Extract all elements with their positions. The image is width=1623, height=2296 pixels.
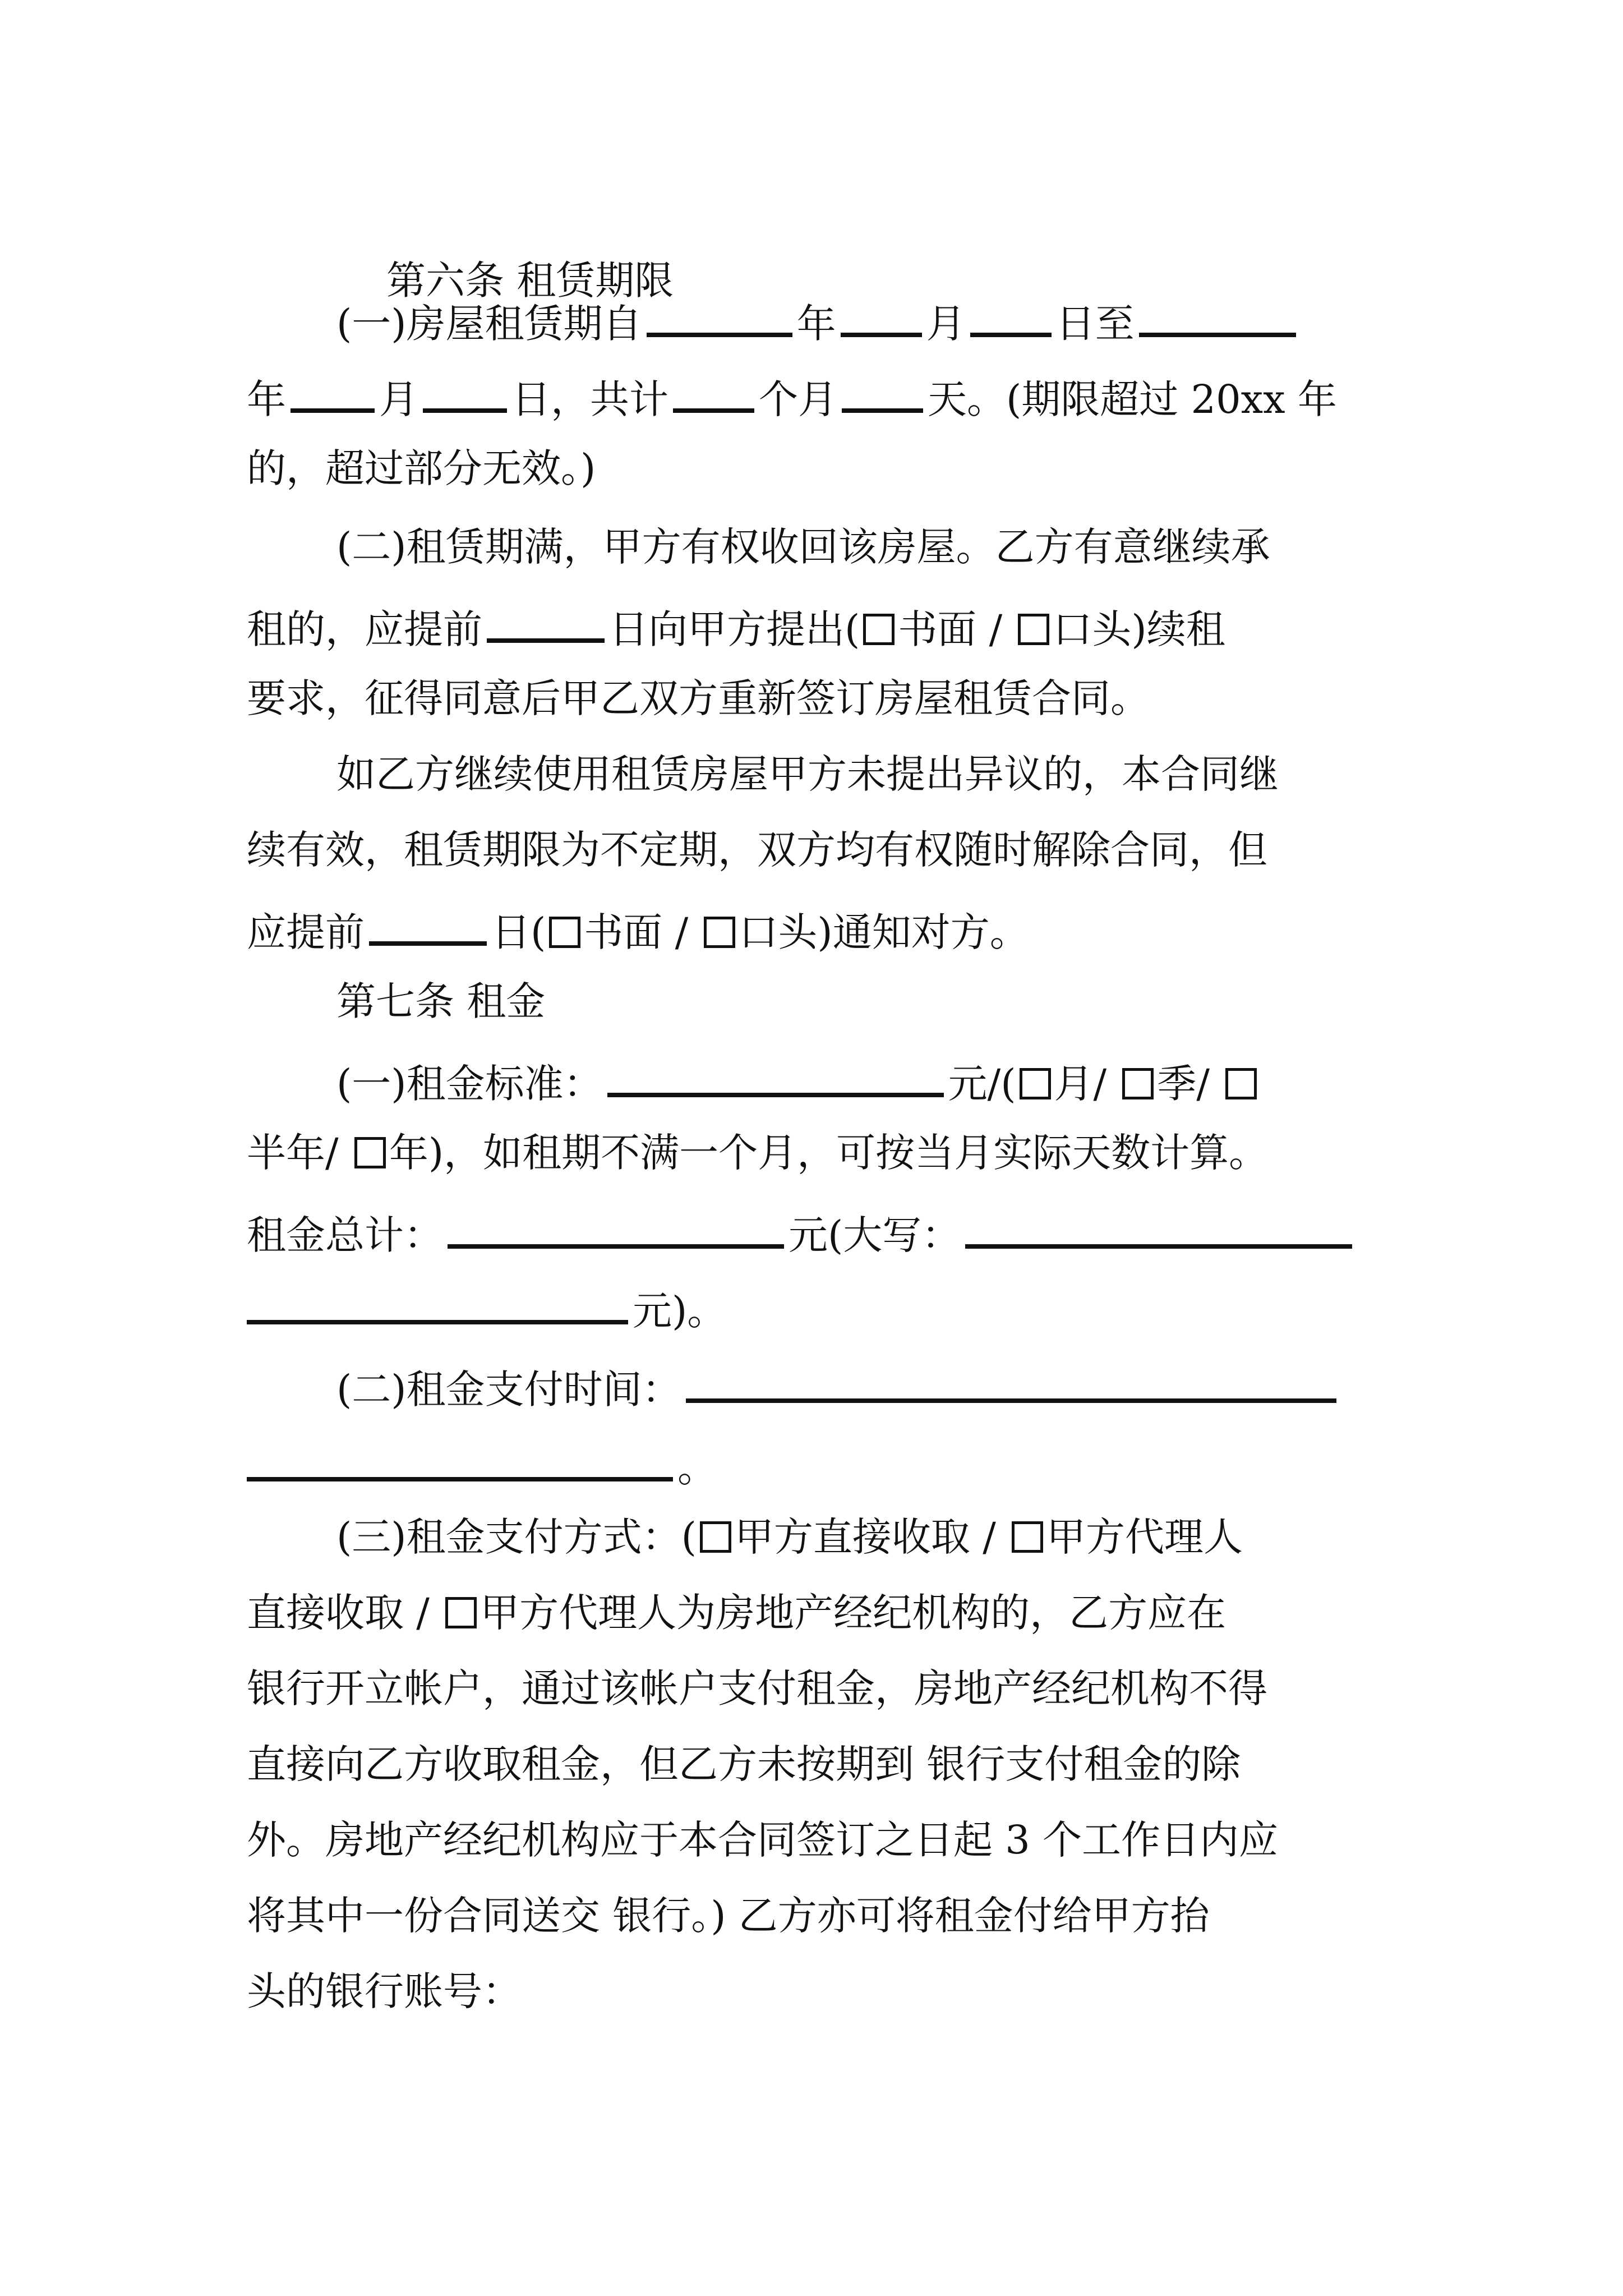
article-6-clause-2-line-1: (二)租赁期满，甲方有权收回该房屋。乙方有意继续承 [336, 524, 1270, 570]
checkbox-agent[interactable] [1012, 1521, 1043, 1553]
months-blank[interactable] [673, 373, 754, 413]
rent-total-words-blank[interactable] [965, 1209, 1352, 1249]
article-6-clause-2-line-3: 要求，征得同意后甲乙双方重新签订房屋租赁合同。 [247, 675, 1150, 721]
checkbox-written[interactable] [863, 614, 895, 645]
checkbox-year[interactable] [354, 1137, 386, 1168]
year-blank[interactable] [647, 297, 792, 337]
article-7-clause-3-line-6: 将其中一份合同送交 银行。) 乙方亦可将租金付给甲方抬 [247, 1893, 1210, 1939]
day-blank[interactable] [970, 297, 1052, 337]
checkbox-written-2[interactable] [549, 917, 580, 948]
article-6-para-3-line-3: 应提前 日( 书面 / 口头)通知对方。 [247, 906, 1029, 952]
article-7-clause-1-line-3: 租金总计： 元(大写： [247, 1209, 1357, 1255]
article-6-heading: 第六条 租赁期限 [386, 257, 674, 303]
article-7-heading: 第七条 租金 [336, 978, 546, 1024]
article-6-clause-1-line-3: 的，超过部分无效。) [247, 445, 596, 491]
article-7-clause-1-line-1: (一)租金标准： 元/( 月/ 季/ [336, 1057, 1260, 1103]
notice-days-blank-2[interactable] [369, 906, 487, 946]
checkbox-oral-2[interactable] [704, 917, 735, 948]
payment-time-blank[interactable] [686, 1363, 1336, 1403]
end-day-blank[interactable] [423, 373, 507, 413]
article-7-clause-1-line-4: 元)。 [247, 1285, 726, 1331]
article-6-clause-1-line-1: (一)房屋租赁期自 年 月 日至 [336, 297, 1301, 343]
checkbox-agency[interactable] [445, 1597, 477, 1628]
article-6-para-3-line-2: 续有效，租赁期限为不定期，双方均有权随时解除合同，但 [247, 827, 1267, 873]
article-7-clause-3-line-1: (三)租金支付方式：( 甲方直接收取 / 甲方代理人 [336, 1514, 1243, 1560]
notice-days-blank[interactable] [487, 603, 605, 643]
article-7-clause-3-line-4: 直接向乙方收取租金，但乙方未按期到 银行支付租金的除 [247, 1741, 1241, 1787]
article-7-clause-1-line-2: 半年/ 年)，如租期不满一个月，可按当月实际天数计算。 [247, 1130, 1269, 1176]
article-7-clause-3-line-5: 外。房地产经纪机构应于本合同签订之日起 3 个工作日内应 [247, 1817, 1279, 1863]
article-7-clause-3-line-2: 直接收取 / 甲方代理人为房地产经纪机构的，乙方应在 [247, 1590, 1227, 1636]
rent-standard-blank[interactable] [607, 1057, 944, 1097]
rent-total-blank[interactable] [448, 1209, 784, 1249]
checkbox-landlord-direct[interactable] [700, 1521, 731, 1553]
end-year-blank[interactable] [1139, 297, 1296, 337]
checkbox-quarter[interactable] [1122, 1068, 1154, 1099]
checkbox-half-year[interactable] [1225, 1068, 1257, 1099]
rent-total-words-blank-2[interactable] [247, 1285, 628, 1324]
article-7-clause-3-line-3: 银行开立帐户，通过该帐户支付租金，房地产经纪机构不得 [247, 1665, 1267, 1711]
article-6-clause-1-line-2: 年 月 日，共计 个月 天。(期限超过 20xx 年 [247, 373, 1337, 419]
end-month-blank[interactable] [291, 373, 375, 413]
month-blank[interactable] [841, 297, 922, 337]
payment-time-blank-2[interactable] [247, 1442, 673, 1481]
checkbox-month[interactable] [1020, 1068, 1051, 1099]
article-7-clause-2-line-1: (二)租金支付时间： [336, 1363, 1341, 1409]
days-blank[interactable] [842, 373, 923, 413]
article-6-clause-2-line-2: 租的，应提前 日向甲方提出( 书面 / 口头)续租 [247, 603, 1225, 649]
article-6-para-3-line-1: 如乙方继续使用租赁房屋甲方未提出异议的，本合同继 [336, 751, 1279, 797]
checkbox-oral[interactable] [1018, 614, 1049, 645]
article-7-clause-3-line-7: 头的银行账号： [247, 1968, 522, 2014]
article-7-clause-2-line-2: 。 [247, 1442, 717, 1488]
